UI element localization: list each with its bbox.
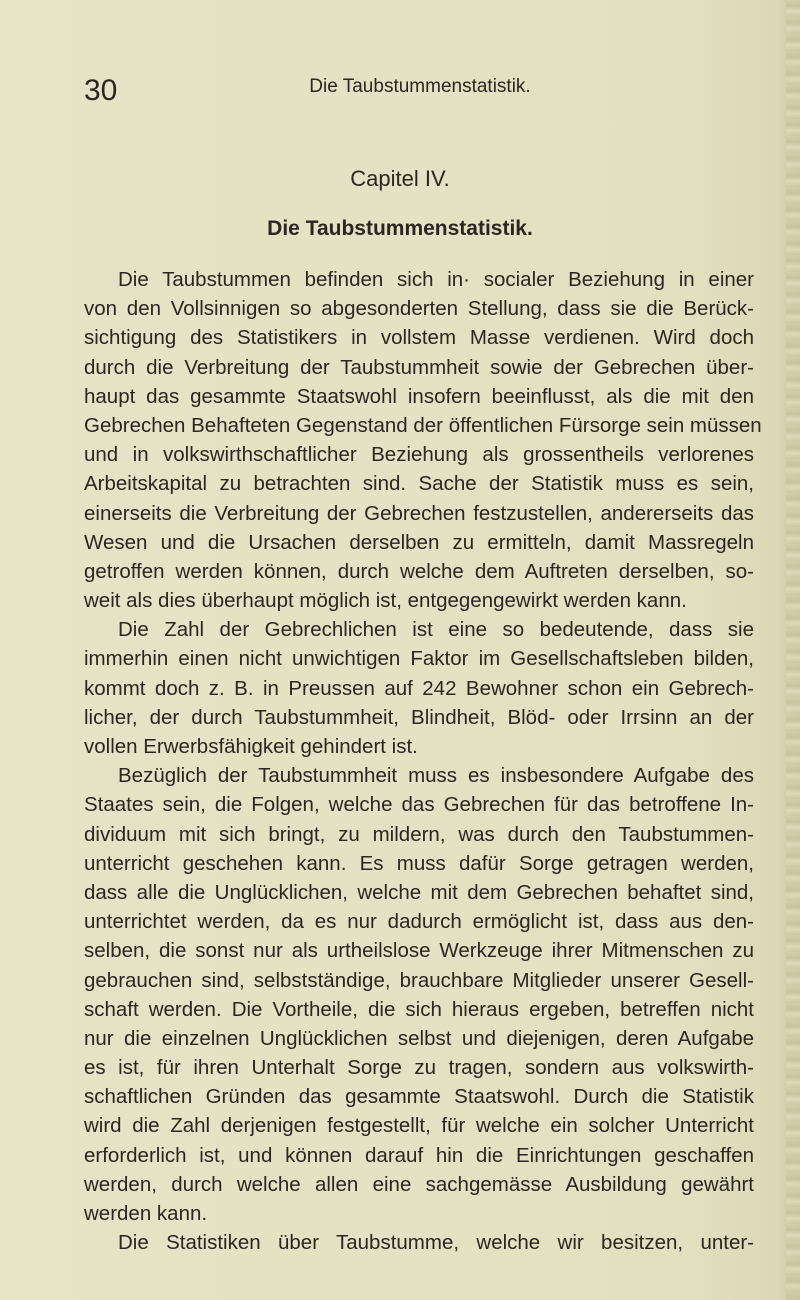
text-line: gebrauchen sind, selbstständige, brauchbare Mitglieder unserer Gesell-	[84, 968, 754, 992]
text-line: Die Statistiken über Taubstumme, welche wir besitzen, unter-	[118, 1231, 754, 1255]
text-line: Arbeitskapital zu betrachten sind. Sache der Statistik muss es sein,	[84, 472, 754, 496]
page-edge	[786, 0, 800, 1300]
text-line: einerseits die Verbreitung der Gebrechen festzustellen, andererseits das	[84, 501, 754, 525]
text-line: schaft werden. Die Vortheile, die sich hieraus ergeben, betreffen nicht	[84, 997, 754, 1021]
text-line: durch die Verbreitung der Taubstummheit sowie der Gebrechen über-	[84, 355, 754, 379]
text-line: selben, die sonst nur als urtheilslose Werkzeuge ihrer Mitmenschen zu	[84, 939, 754, 963]
running-title: Die Taubstummenstatistik.	[309, 76, 531, 97]
text-line: es ist, für ihren Unterhalt Sorge zu tragen, sondern aus volkswirth-	[84, 1056, 754, 1080]
text-line: Wesen und die Ursachen derselben zu ermitteln, damit Massregeln	[84, 530, 754, 554]
text-line: und in volkswirthschaftlicher Beziehung als grossentheils verlorenes	[84, 443, 754, 467]
text-line: Bezüglich der Taubstummheit muss es insbesondere Aufgabe des	[118, 764, 754, 788]
text-line: dass alle die Unglücklichen, welche mit dem Gebrechen behaftet sind,	[84, 880, 754, 904]
body-text	[84, 265, 762, 1257]
text-line: vollen Erwerbsfähigkeit gehindert ist.	[84, 735, 418, 758]
text-line: wird die Zahl derjenigen festgestellt, für welche ein solcher Unterricht	[84, 1114, 754, 1138]
chapter-heading: Capitel IV.	[350, 166, 450, 191]
text-line: unterrichtet werden, da es nur dadurch ermöglicht ist, dass aus den-	[84, 910, 754, 934]
text-line: nur die einzelnen Unglücklichen selbst und diejenigen, deren Aufgabe	[84, 1026, 754, 1050]
text-line: werden kann.	[84, 1202, 208, 1225]
text-line: getroffen werden können, durch welche dem Auftreten derselben, so-	[84, 559, 754, 583]
text-line: werden, durch welche allen eine sachgemässe Ausbildung gewährt	[84, 1172, 754, 1196]
text-line: immerhin einen nicht unwichtigen Faktor im Gesellschaftsleben bilden,	[84, 647, 754, 671]
text-line: erforderlich ist, und können darauf hin die Einrichtungen geschaffen	[84, 1143, 754, 1167]
section-title: Die Taubstummenstatistik.	[267, 217, 533, 240]
text-line: schaftlichen Gründen das gesammte Staatswohl. Durch die Statistik	[84, 1085, 754, 1109]
text-line: sichtigung des Statistikers in vollstem Masse verdienen. Wird doch	[84, 326, 754, 350]
text-line: weit als dies überhaupt möglich ist, entgegengewirkt werden kann.	[84, 589, 687, 613]
text-line: Staates sein, die Folgen, welche das Gebrechen für das betroffene In-	[84, 793, 754, 817]
text-line: von den Vollsinnigen so abgesonderten Stellung, dass sie die Berück-	[84, 297, 754, 321]
text-line: Gebrechen Behafteten Gegenstand der öffentlichen Fürsorge sein müssen	[84, 413, 762, 437]
text-line: licher, der durch Taubstummheit, Blindheit, Blöd- oder Irrsinn an der	[84, 705, 754, 729]
text-line: unterricht geschehen kann. Es muss dafür Sorge getragen werden,	[84, 851, 754, 875]
text-line: haupt das gesammte Staatswohl insofern beeinflusst, als die mit den	[84, 384, 754, 408]
running-head	[84, 76, 756, 106]
text-line: Die Zahl der Gebrechlichen ist eine so bedeutende, dass sie	[118, 618, 754, 642]
page-number: 30	[84, 74, 118, 107]
text-line: dividuum mit sich bringt, zu mildern, was durch den Taubstummen-	[84, 822, 754, 846]
text-line: Die Taubstummen befinden sich in· socialer Beziehung in einer	[118, 268, 754, 291]
text-line: kommt doch z. B. in Preussen auf 242 Bewohner schon ein Gebrech-	[84, 676, 754, 700]
